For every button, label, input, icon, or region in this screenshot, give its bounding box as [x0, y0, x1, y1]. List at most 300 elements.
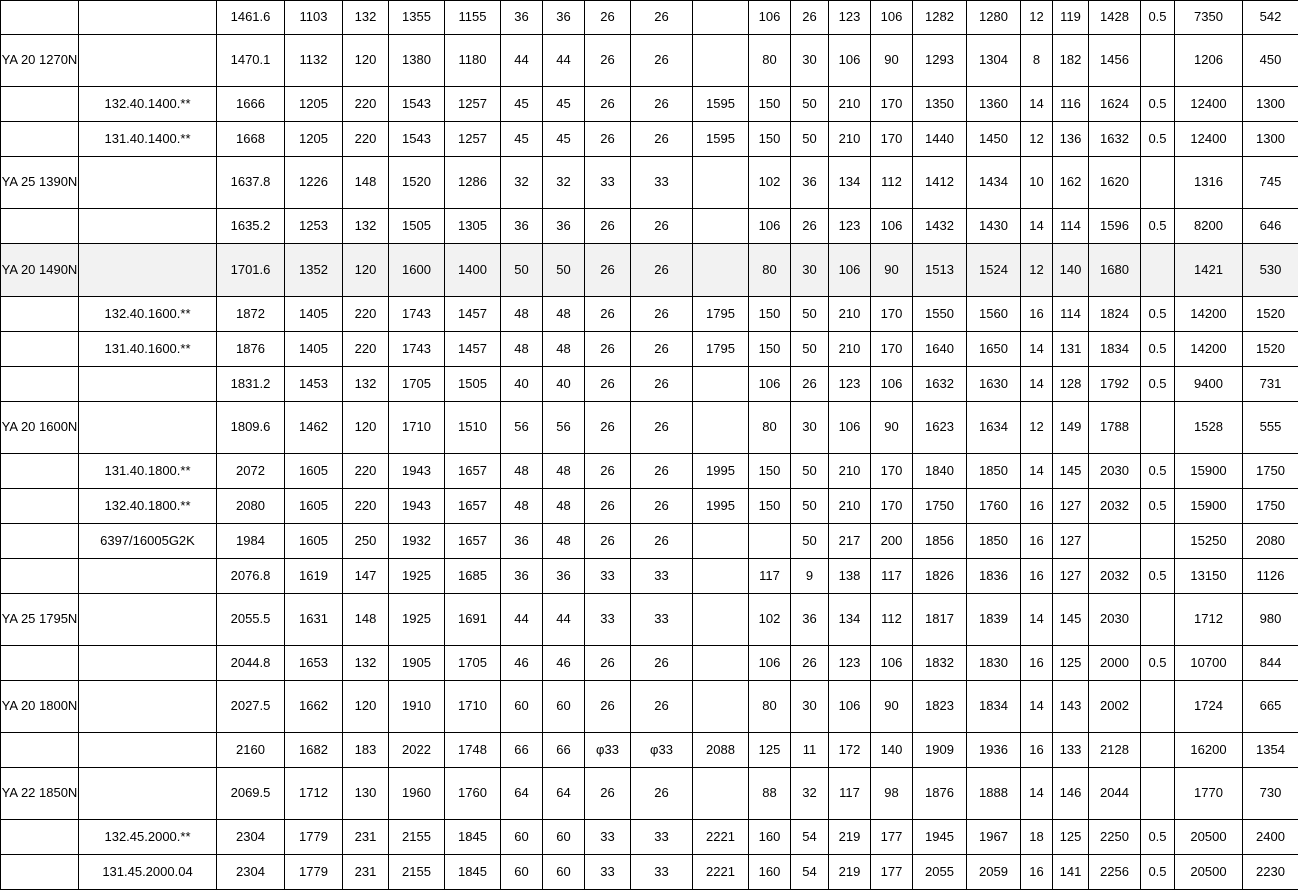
cell-value: 48: [501, 332, 543, 367]
cell-value: [693, 768, 749, 820]
cell-value: 1520: [389, 157, 445, 209]
cell-value: 46: [501, 646, 543, 681]
cell-value: 1960: [389, 768, 445, 820]
cell-value: 1640: [913, 332, 967, 367]
cell-value: 132: [343, 646, 389, 681]
cell-value: 1624: [1089, 87, 1141, 122]
cell-value: 177: [871, 820, 913, 855]
cell-value: 1750: [1243, 489, 1298, 524]
cell-value: 120: [343, 681, 389, 733]
cell-value: 2230: [1243, 855, 1298, 890]
cell-value: 170: [871, 297, 913, 332]
cell-value: 1925: [389, 559, 445, 594]
cell-value: 44: [501, 594, 543, 646]
cell-value: 1180: [445, 35, 501, 87]
cell-value: 1520: [1243, 297, 1298, 332]
cell-value: 33: [631, 855, 693, 890]
cell-value: 50: [791, 122, 829, 157]
cell-value: 26: [631, 524, 693, 559]
cell-value: 2044.8: [217, 646, 285, 681]
cell-value: 133: [1053, 733, 1089, 768]
cell-value: 50: [501, 244, 543, 297]
cell-value: 1850: [967, 454, 1021, 489]
cell-value: [693, 681, 749, 733]
cell-value: 170: [871, 454, 913, 489]
cell-value: 114: [1053, 297, 1089, 332]
cell-value: 1682: [285, 733, 343, 768]
cell-value: 1743: [389, 332, 445, 367]
table-row: [1, 402, 1298, 454]
cell-value: 1680: [1089, 244, 1141, 297]
cell-value: 1620: [1089, 157, 1141, 209]
cell-value: 16200: [1175, 733, 1243, 768]
cell-value: 1657: [445, 489, 501, 524]
cell-value: 1206: [1175, 35, 1243, 87]
cell-value: 140: [1053, 244, 1089, 297]
table-row: [1, 244, 1298, 297]
cell-value: 127: [1053, 559, 1089, 594]
cell-value: [693, 524, 749, 559]
cell-value: 16: [1021, 559, 1053, 594]
cell-value: 1845: [445, 820, 501, 855]
cell-value: 1685: [445, 559, 501, 594]
cell-value: [1141, 157, 1175, 209]
cell-value: 0.5: [1141, 87, 1175, 122]
cell-value: 14: [1021, 768, 1053, 820]
cell-value: 16: [1021, 855, 1053, 890]
cell-value: 2155: [389, 820, 445, 855]
cell-value: 1750: [913, 489, 967, 524]
cell-value: 98: [871, 768, 913, 820]
cell-value: 1666: [217, 87, 285, 122]
cell-value: 16: [1021, 489, 1053, 524]
cell-value: [693, 209, 749, 244]
cell-value: 1405: [285, 332, 343, 367]
cell-value: 172: [829, 733, 871, 768]
cell-value: 1945: [913, 820, 967, 855]
cell-model: [1, 855, 79, 890]
cell-value: 40: [501, 367, 543, 402]
cell-value: 231: [343, 820, 389, 855]
cell-value: 32: [501, 157, 543, 209]
cell-value: 33: [631, 157, 693, 209]
cell-value: 26: [585, 209, 631, 244]
cell-value: 54: [791, 820, 829, 855]
cell-value: 60: [543, 855, 585, 890]
cell-value: 1637.8: [217, 157, 285, 209]
cell-value: 217: [829, 524, 871, 559]
cell-value: 1876: [217, 332, 285, 367]
cell-value: 1623: [913, 402, 967, 454]
cell-value: 26: [585, 367, 631, 402]
cell-value: 66: [543, 733, 585, 768]
cell-value: [693, 594, 749, 646]
cell-value: 1995: [693, 489, 749, 524]
cell-value: 26: [585, 681, 631, 733]
cell-value: 10: [1021, 157, 1053, 209]
cell-value: 123: [829, 209, 871, 244]
cell-value: 1631: [285, 594, 343, 646]
table-row: [1, 489, 1298, 524]
cell-value: 0.5: [1141, 646, 1175, 681]
cell-value: 1155: [445, 1, 501, 35]
cell-value: 2059: [967, 855, 1021, 890]
cell-model: [1, 489, 79, 524]
cell-value: 12: [1021, 402, 1053, 454]
cell-value: 26: [631, 297, 693, 332]
cell-value: 134: [829, 594, 871, 646]
cell-model: [1, 454, 79, 489]
cell-value: 26: [631, 646, 693, 681]
cell-value: 50: [791, 489, 829, 524]
cell-value: 112: [871, 157, 913, 209]
cell-value: 12400: [1175, 122, 1243, 157]
cell-value: 1543: [389, 122, 445, 157]
cell-code: [79, 244, 217, 297]
cell-value: 530: [1243, 244, 1298, 297]
cell-value: 150: [749, 297, 791, 332]
cell-value: 1456: [1089, 35, 1141, 87]
cell-value: 183: [343, 733, 389, 768]
cell-value: 120: [343, 244, 389, 297]
cell-value: 30: [791, 35, 829, 87]
cell-value: 0.5: [1141, 122, 1175, 157]
table-row: [1, 559, 1298, 594]
cell-value: 2221: [693, 820, 749, 855]
cell-value: 1205: [285, 122, 343, 157]
cell-value: 14: [1021, 209, 1053, 244]
cell-value: 1795: [693, 332, 749, 367]
cell-value: 1440: [913, 122, 967, 157]
cell-value: 0.5: [1141, 855, 1175, 890]
cell-value: 48: [543, 524, 585, 559]
cell-value: 14200: [1175, 332, 1243, 367]
cell-value: 11: [791, 733, 829, 768]
cell-code: 132.40.1600.**: [79, 297, 217, 332]
cell-value: 2076.8: [217, 559, 285, 594]
cell-value: 16: [1021, 733, 1053, 768]
cell-value: 2030: [1089, 454, 1141, 489]
cell-value: 1253: [285, 209, 343, 244]
cell-value: 26: [631, 122, 693, 157]
cell-value: 0.5: [1141, 559, 1175, 594]
cell-value: 12: [1021, 122, 1053, 157]
cell-value: 60: [501, 855, 543, 890]
cell-value: 2030: [1089, 594, 1141, 646]
cell-value: 210: [829, 122, 871, 157]
cell-value: 117: [829, 768, 871, 820]
cell-value: 210: [829, 489, 871, 524]
cell-value: 220: [343, 87, 389, 122]
cell-value: 1462: [285, 402, 343, 454]
cell-value: 219: [829, 820, 871, 855]
cell-value: 1293: [913, 35, 967, 87]
cell-value: 148: [343, 157, 389, 209]
cell-value: 26: [585, 122, 631, 157]
cell-value: 14: [1021, 594, 1053, 646]
cell-value: 36: [543, 209, 585, 244]
cell-value: 1750: [1243, 454, 1298, 489]
cell-value: 64: [543, 768, 585, 820]
cell-value: 2256: [1089, 855, 1141, 890]
table-row: [1, 855, 1298, 890]
cell-value: 1995: [693, 454, 749, 489]
cell-value: 56: [501, 402, 543, 454]
cell-value: 60: [543, 820, 585, 855]
cell-value: 119: [1053, 1, 1089, 35]
table-row: [1, 367, 1298, 402]
cell-model: [1, 646, 79, 681]
cell-value: 48: [501, 454, 543, 489]
cell-value: 1619: [285, 559, 343, 594]
cell-value: 36: [791, 594, 829, 646]
cell-value: 1524: [967, 244, 1021, 297]
cell-value: 26: [631, 681, 693, 733]
cell-value: 14200: [1175, 297, 1243, 332]
cell-value: 26: [585, 244, 631, 297]
cell-value: 1505: [445, 367, 501, 402]
cell-value: 50: [791, 524, 829, 559]
cell-value: 1350: [913, 87, 967, 122]
cell-value: 250: [343, 524, 389, 559]
cell-model: YA 25 1795N: [1, 594, 79, 646]
cell-value: [693, 157, 749, 209]
cell-value: [1089, 524, 1141, 559]
cell-value: 33: [631, 559, 693, 594]
cell-value: 26: [631, 87, 693, 122]
cell-value: 148: [343, 594, 389, 646]
cell-value: 45: [543, 87, 585, 122]
cell-value: 44: [501, 35, 543, 87]
cell-value: 1792: [1089, 367, 1141, 402]
cell-value: 32: [791, 768, 829, 820]
cell-value: 0.5: [1141, 489, 1175, 524]
cell-value: 36: [501, 1, 543, 35]
cell-value: 1543: [389, 87, 445, 122]
table-body: [1, 1, 1298, 890]
cell-value: 1352: [285, 244, 343, 297]
cell-value: 16: [1021, 524, 1053, 559]
cell-value: 26: [585, 524, 631, 559]
cell-value: 1943: [389, 489, 445, 524]
cell-value: 1779: [285, 820, 343, 855]
cell-value: 1845: [445, 855, 501, 890]
cell-value: 1850: [967, 524, 1021, 559]
cell-value: 8: [1021, 35, 1053, 87]
cell-value: 26: [585, 454, 631, 489]
cell-value: 50: [791, 332, 829, 367]
cell-value: 33: [585, 157, 631, 209]
cell-value: 45: [501, 122, 543, 157]
cell-value: 48: [543, 454, 585, 489]
cell-value: 33: [585, 594, 631, 646]
cell-value: 2055: [913, 855, 967, 890]
cell-value: 1823: [913, 681, 967, 733]
cell-value: [749, 524, 791, 559]
cell-value: 136: [1053, 122, 1089, 157]
cell-code: [79, 367, 217, 402]
cell-value: 46: [543, 646, 585, 681]
cell-value: 12: [1021, 244, 1053, 297]
cell-value: 1461.6: [217, 1, 285, 35]
cell-value: 1888: [967, 768, 1021, 820]
cell-value: [1141, 594, 1175, 646]
cell-code: [79, 157, 217, 209]
cell-value: 1856: [913, 524, 967, 559]
cell-value: 102: [749, 157, 791, 209]
cell-value: 14: [1021, 454, 1053, 489]
cell-value: 1605: [285, 524, 343, 559]
cell-value: 1650: [967, 332, 1021, 367]
cell-model: [1, 559, 79, 594]
cell-model: [1, 332, 79, 367]
cell-value: 26: [791, 646, 829, 681]
cell-value: 2128: [1089, 733, 1141, 768]
cell-value: 731: [1243, 367, 1298, 402]
cell-value: 149: [1053, 402, 1089, 454]
cell-model: [1, 297, 79, 332]
cell-value: 50: [791, 297, 829, 332]
cell-value: 2072: [217, 454, 285, 489]
cell-code: [79, 1, 217, 35]
cell-value: 0.5: [1141, 1, 1175, 35]
cell-value: 555: [1243, 402, 1298, 454]
cell-value: 26: [631, 244, 693, 297]
cell-value: 1817: [913, 594, 967, 646]
cell-value: 730: [1243, 768, 1298, 820]
cell-value: φ33: [585, 733, 631, 768]
cell-value: 106: [871, 1, 913, 35]
cell-value: 106: [871, 646, 913, 681]
cell-value: 162: [1053, 157, 1089, 209]
cell-value: 134: [829, 157, 871, 209]
cell-value: 2032: [1089, 489, 1141, 524]
cell-value: 120: [343, 35, 389, 87]
cell-value: 1905: [389, 646, 445, 681]
cell-value: 1126: [1243, 559, 1298, 594]
cell-model: [1, 87, 79, 122]
cell-value: 40: [543, 367, 585, 402]
cell-value: 26: [791, 209, 829, 244]
cell-value: 170: [871, 332, 913, 367]
cell-value: 1832: [913, 646, 967, 681]
cell-value: 20500: [1175, 820, 1243, 855]
cell-value: 1470.1: [217, 35, 285, 87]
cell-value: [693, 646, 749, 681]
cell-value: 56: [543, 402, 585, 454]
cell-value: 26: [631, 1, 693, 35]
cell-value: 106: [871, 367, 913, 402]
cell-code: [79, 209, 217, 244]
cell-value: 48: [501, 297, 543, 332]
cell-value: 125: [1053, 646, 1089, 681]
cell-value: 13150: [1175, 559, 1243, 594]
cell-code: [79, 733, 217, 768]
cell-value: 116: [1053, 87, 1089, 122]
cell-value: 1432: [913, 209, 967, 244]
cell-value: 745: [1243, 157, 1298, 209]
cell-value: 1910: [389, 681, 445, 733]
cell-value: 2080: [217, 489, 285, 524]
cell-value: 36: [501, 209, 543, 244]
cell-value: 33: [631, 594, 693, 646]
cell-value: 44: [543, 594, 585, 646]
cell-value: 177: [871, 855, 913, 890]
cell-value: 26: [631, 768, 693, 820]
cell-value: 1788: [1089, 402, 1141, 454]
cell-value: 26: [585, 35, 631, 87]
cell-value: 141: [1053, 855, 1089, 890]
cell-value: 542: [1243, 1, 1298, 35]
cell-value: 1304: [967, 35, 1021, 87]
cell-value: 30: [791, 402, 829, 454]
cell-value: 1984: [217, 524, 285, 559]
cell-value: [1141, 681, 1175, 733]
table-row: [1, 681, 1298, 733]
cell-value: 26: [791, 367, 829, 402]
cell-value: 1316: [1175, 157, 1243, 209]
cell-value: 1710: [389, 402, 445, 454]
cell-model: [1, 209, 79, 244]
cell-value: [693, 559, 749, 594]
cell-value: 125: [749, 733, 791, 768]
cell-value: 88: [749, 768, 791, 820]
cell-value: [693, 35, 749, 87]
cell-value: 26: [585, 402, 631, 454]
cell-value: 80: [749, 35, 791, 87]
cell-value: 1836: [967, 559, 1021, 594]
cell-value: 14: [1021, 681, 1053, 733]
cell-value: 0.5: [1141, 332, 1175, 367]
cell-value: 1457: [445, 332, 501, 367]
cell-value: 60: [501, 681, 543, 733]
cell-value: 36: [543, 559, 585, 594]
cell-value: 102: [749, 594, 791, 646]
cell-value: 1380: [389, 35, 445, 87]
cell-value: 1748: [445, 733, 501, 768]
cell-value: 123: [829, 1, 871, 35]
cell-value: 80: [749, 402, 791, 454]
cell-value: 1412: [913, 157, 967, 209]
cell-value: 123: [829, 367, 871, 402]
cell-model: [1, 122, 79, 157]
cell-value: 26: [585, 1, 631, 35]
cell-code: [79, 646, 217, 681]
cell-model: [1, 524, 79, 559]
cell-value: 64: [501, 768, 543, 820]
cell-value: 26: [585, 332, 631, 367]
cell-value: 117: [871, 559, 913, 594]
cell-value: 2221: [693, 855, 749, 890]
cell-code: [79, 594, 217, 646]
cell-value: 2055.5: [217, 594, 285, 646]
cell-value: 2304: [217, 820, 285, 855]
cell-value: 123: [829, 646, 871, 681]
cell-value: 1434: [967, 157, 1021, 209]
cell-value: 2032: [1089, 559, 1141, 594]
cell-value: 1605: [285, 454, 343, 489]
cell-value: 32: [543, 157, 585, 209]
cell-value: 1205: [285, 87, 343, 122]
cell-value: 30: [791, 681, 829, 733]
cell-value: 0.5: [1141, 209, 1175, 244]
cell-value: 1630: [967, 367, 1021, 402]
cell-code: [79, 559, 217, 594]
cell-value: 1360: [967, 87, 1021, 122]
cell-value: 1600: [389, 244, 445, 297]
cell-value: 170: [871, 87, 913, 122]
cell-value: 1550: [913, 297, 967, 332]
